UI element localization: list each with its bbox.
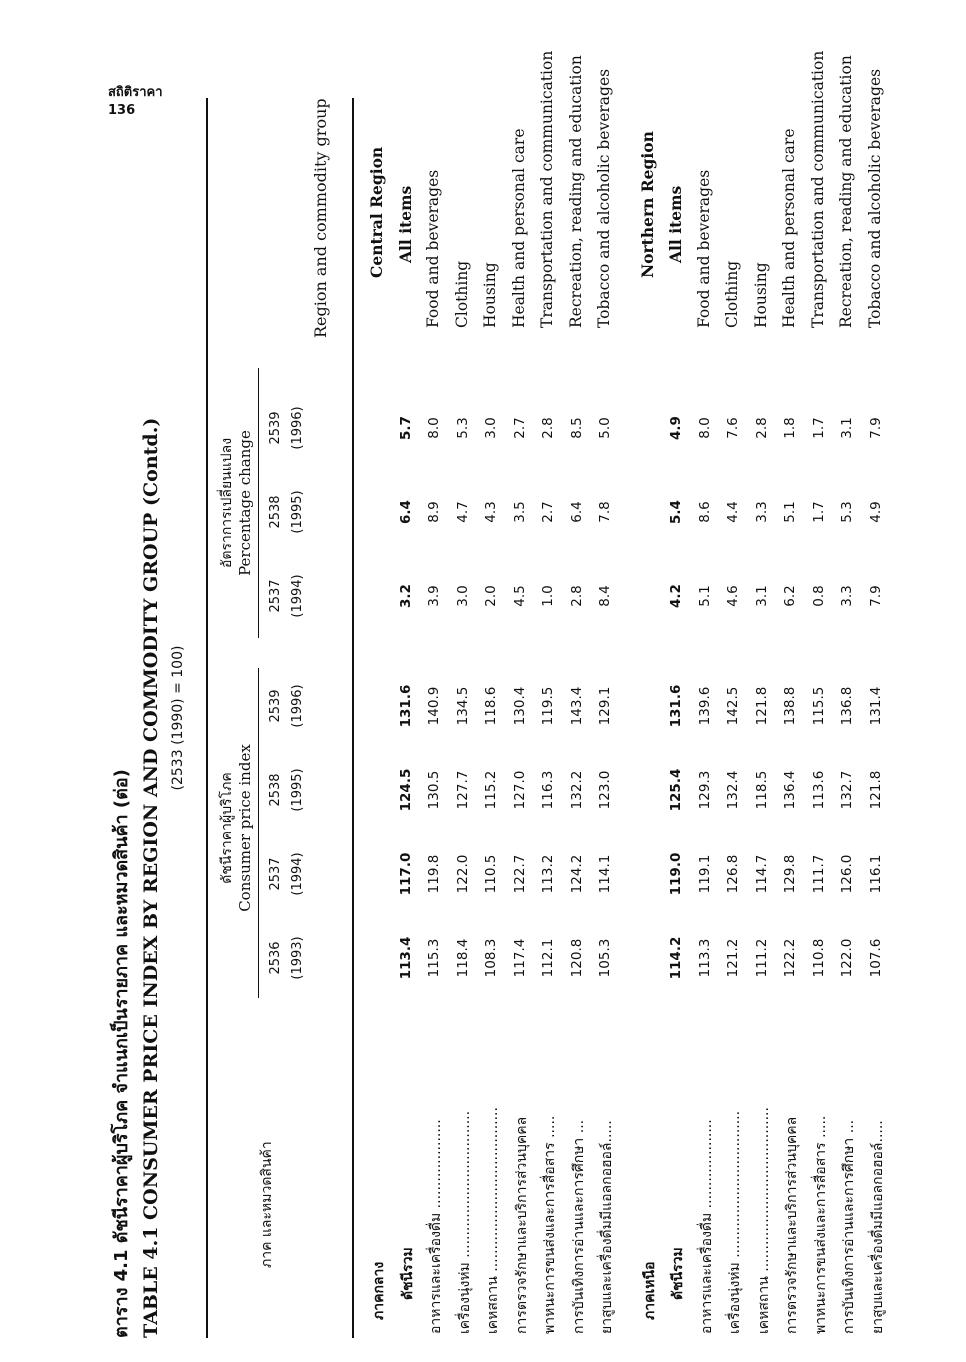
pct-year-2: 2538 xyxy=(268,495,283,529)
header-bottom-rule xyxy=(352,98,354,1338)
pct-value: 8.0 xyxy=(696,417,713,439)
cpi-value: 131.6 xyxy=(668,684,684,728)
cpi-value: 119.1 xyxy=(696,854,713,894)
page-header-title: สถิติราคา xyxy=(108,85,163,100)
cpi-value: 143.4 xyxy=(568,686,585,726)
cpi-value: 123.0 xyxy=(597,770,613,810)
cpi-value: 110.8 xyxy=(810,938,827,978)
pct-value: 3.1 xyxy=(839,417,855,439)
cpi-value: 124.2 xyxy=(568,854,585,894)
table-row xyxy=(663,98,691,1338)
cpi-value: 117.0 xyxy=(397,852,414,896)
cpi-value: 117.4 xyxy=(511,938,528,978)
cpi-value: 132.4 xyxy=(725,770,741,810)
pct-value: 5.0 xyxy=(597,417,613,439)
cpi-value: 127.0 xyxy=(511,770,528,810)
row-label-en: Tobacco and alcoholic beverages xyxy=(865,68,884,328)
row-label-en: Clothing xyxy=(723,260,741,328)
cpi-year-1-ce: (1993) xyxy=(290,936,305,980)
cpi-value: 130.4 xyxy=(511,686,528,726)
cpi-header-rule xyxy=(258,668,259,998)
pct-value: 2.0 xyxy=(483,585,499,607)
cpi-year-4: 2539 xyxy=(268,689,283,723)
cpi-value: 113.6 xyxy=(810,770,827,810)
pct-value: 8.4 xyxy=(597,585,613,607)
pct-header-th: อัตราการเปลี่ยนแปลง xyxy=(219,437,235,569)
cpi-value: 113.2 xyxy=(540,854,556,894)
pct-value: 3.2 xyxy=(397,584,414,608)
cpi-value: 122.7 xyxy=(511,854,528,894)
row-label-en: All items xyxy=(666,185,685,263)
cpi-value: 112.1 xyxy=(540,938,556,978)
pct-value: 4.3 xyxy=(483,501,499,523)
cpi-value: 115.5 xyxy=(810,686,827,726)
cpi-value: 125.4 xyxy=(668,768,684,812)
pct-value: 2.8 xyxy=(753,417,770,439)
table-row xyxy=(692,98,720,1338)
cpi-value: 127.7 xyxy=(454,770,471,810)
table-row xyxy=(535,50,563,1338)
row-label-th: เคหสถาน ..................................... xyxy=(755,1107,772,1334)
pct-value: 8.5 xyxy=(568,417,585,439)
table-row xyxy=(564,55,592,1338)
cpi-value: 132.7 xyxy=(839,770,855,810)
cpi-value: 121.2 xyxy=(725,938,741,978)
table-row xyxy=(507,98,535,1338)
pct-value: 3.0 xyxy=(454,585,471,607)
pct-year-1-ce: (1994) xyxy=(290,574,305,618)
pct-value: 6.4 xyxy=(568,501,585,523)
row-label-en: Housing xyxy=(481,262,499,328)
pct-header-rule xyxy=(258,368,259,638)
pct-value: 6.4 xyxy=(397,500,414,524)
header-region-th: ภาค และหมวดสินค้า xyxy=(259,1141,275,1268)
pct-value: 4.4 xyxy=(725,501,741,523)
pct-value: 8.0 xyxy=(426,417,442,439)
cpi-value: 129.3 xyxy=(696,770,713,810)
top-rule xyxy=(206,98,208,1338)
cpi-value: 114.7 xyxy=(753,854,770,894)
row-label-th: อาหารและเครื่องดื่ม .................... xyxy=(428,1119,444,1334)
row-label-en: Transportation and communication xyxy=(538,50,556,328)
cpi-year-2-ce: (1994) xyxy=(290,852,305,896)
pct-value: 4.2 xyxy=(668,584,684,608)
pct-value: 4.6 xyxy=(725,585,741,607)
row-label-en: Health and personal care xyxy=(780,128,798,328)
table-row xyxy=(834,55,862,1338)
table-row xyxy=(450,98,478,1338)
pct-value: 1.7 xyxy=(810,417,827,439)
row-label-en: All items xyxy=(395,185,415,263)
row-label-th: พาหนะการขนส่งและการสื่อสาร ..... xyxy=(812,1115,829,1334)
pct-value: 2.8 xyxy=(568,585,585,607)
cpi-value: 121.8 xyxy=(753,686,770,726)
cpi-value: 118.4 xyxy=(454,938,471,978)
pct-value: 1.8 xyxy=(782,417,798,439)
pct-value: 3.9 xyxy=(426,585,442,607)
pct-year-1: 2537 xyxy=(268,579,283,613)
cpi-year-1: 2536 xyxy=(268,941,283,975)
table-row xyxy=(421,98,449,1338)
pct-value: 3.1 xyxy=(753,585,770,607)
cpi-value: 110.5 xyxy=(483,854,499,894)
pct-value: 3.3 xyxy=(753,501,770,523)
cpi-value: 114.2 xyxy=(668,936,684,980)
row-label-en: Food and beverages xyxy=(694,169,713,328)
region-name-en: Central Region xyxy=(367,146,386,278)
cpi-value: 132.2 xyxy=(568,770,585,810)
cpi-value: 115.3 xyxy=(426,938,442,978)
pct-value: 6.2 xyxy=(782,585,798,607)
table-row xyxy=(863,68,891,1338)
row-label-th: เครื่องนุ่งห่ม ................................. xyxy=(456,1110,473,1334)
row-label-th: ยาสูบและเครื่องดื่มมีแอลกอฮอล์..... xyxy=(599,1120,615,1334)
row-label-en: Transportation and communication xyxy=(808,50,827,328)
cpi-value: 129.8 xyxy=(782,854,798,894)
cpi-value: 130.5 xyxy=(426,770,442,810)
cpi-value: 134.5 xyxy=(454,686,471,726)
pct-value: 5.4 xyxy=(668,500,684,524)
table-row xyxy=(478,98,506,1338)
pct-value: 5.3 xyxy=(839,501,855,523)
row-label-th: ยาสูบและเครื่องดื่มมีแอลกอฮอล์..... xyxy=(869,1120,886,1334)
cpi-value: 138.8 xyxy=(782,686,798,726)
cpi-value: 111.7 xyxy=(810,854,827,894)
cpi-value: 113.4 xyxy=(397,936,414,980)
cpi-value: 140.9 xyxy=(426,686,442,726)
row-label-en: Recreation, reading and education xyxy=(566,55,585,328)
cpi-header-th: ดัชนีราคาผู้บริโภค xyxy=(219,772,235,884)
page-number: 136 xyxy=(108,103,136,118)
cpi-value: 116.3 xyxy=(540,770,556,810)
table-base-year: (2533 (1990) = 100) xyxy=(170,645,186,791)
table-row xyxy=(777,98,805,1338)
pct-value: 3.5 xyxy=(511,501,528,523)
cpi-year-4-ce: (1996) xyxy=(290,684,305,728)
row-label-th: เครื่องนุ่งห่ม ................................. xyxy=(727,1110,743,1334)
row-label-en: Recreation, reading and education xyxy=(837,55,855,328)
table-row xyxy=(749,98,777,1338)
table-row xyxy=(806,50,834,1338)
cpi-value: 108.3 xyxy=(483,938,499,978)
cpi-value: 142.5 xyxy=(725,686,741,726)
cpi-value: 122.0 xyxy=(454,854,471,894)
header-region-en: Region and commodity group xyxy=(311,98,330,338)
cpi-header-en: Consumer price index xyxy=(236,744,254,912)
row-label-en: Health and personal care xyxy=(509,128,528,328)
region-name-en: Northern Region xyxy=(637,131,657,278)
cpi-value: 105.3 xyxy=(597,938,613,978)
pct-value: 2.7 xyxy=(540,501,556,523)
row-label-en: Housing xyxy=(751,262,770,328)
row-label-th: การบันเทิงการอ่านและการศึกษา ... xyxy=(570,1119,587,1334)
row-label-en: Clothing xyxy=(452,260,471,328)
pct-value: 4.7 xyxy=(454,501,471,523)
cpi-value: 119.5 xyxy=(540,686,556,726)
row-label-th: เคหสถาน ..................................... xyxy=(485,1107,501,1334)
pct-value: 2.8 xyxy=(540,417,556,439)
cpi-value: 114.1 xyxy=(597,854,613,894)
pct-value: 1.0 xyxy=(540,585,556,607)
cpi-value: 116.1 xyxy=(867,854,884,894)
row-label-th: การตรวจรักษาและบริการส่วนบุคคล xyxy=(784,1116,800,1334)
table-row xyxy=(592,68,620,1338)
row-label-en: Tobacco and alcoholic beverages xyxy=(595,68,613,328)
pct-year-3-ce: (1996) xyxy=(290,406,305,450)
pct-value: 7.9 xyxy=(867,417,884,439)
cpi-value: 111.2 xyxy=(753,938,770,978)
cpi-value: 118.5 xyxy=(753,770,770,810)
cpi-value: 126.8 xyxy=(725,854,741,894)
cpi-value: 139.6 xyxy=(696,686,713,726)
cpi-value: 136.8 xyxy=(839,686,855,726)
cpi-value: 121.8 xyxy=(867,770,884,810)
row-label-en: Food and beverages xyxy=(424,169,442,328)
cpi-value: 107.6 xyxy=(867,938,884,978)
row-label-th: อาหารและเครื่องดื่ม .................... xyxy=(698,1119,715,1334)
region-heading xyxy=(364,98,392,1338)
cpi-value: 131.6 xyxy=(397,684,414,728)
cpi-value: 119.0 xyxy=(668,852,684,896)
cpi-value: 119.8 xyxy=(426,854,442,894)
pct-header-en: Percentage change xyxy=(236,430,254,576)
cpi-year-3: 2538 xyxy=(268,773,283,807)
table-row xyxy=(393,98,421,1338)
pct-value: 3.0 xyxy=(483,417,499,439)
cpi-value: 131.4 xyxy=(867,686,884,726)
pct-value: 4.9 xyxy=(867,501,884,523)
pct-value: 7.8 xyxy=(597,501,613,523)
cpi-year-3-ce: (1995) xyxy=(290,768,305,812)
cpi-value: 124.5 xyxy=(397,768,414,812)
region-name-th: ภาคกลาง xyxy=(371,1261,387,1320)
table-row xyxy=(720,98,748,1338)
region-name-th: ภาคเหนือ xyxy=(641,1261,658,1320)
pct-value: 3.3 xyxy=(839,585,855,607)
table-title-th: ตาราง 4.1 ดัชนีราคาผู้บริโภค จำแนกเป็นรายภาค และหมวดสินค้า (ต่อ) xyxy=(111,769,132,1338)
cpi-value: 129.1 xyxy=(597,686,613,726)
region-heading xyxy=(635,98,663,1338)
pct-value: 4.5 xyxy=(511,585,528,607)
pct-year-2-ce: (1995) xyxy=(290,490,305,534)
pct-value: 1.7 xyxy=(810,501,827,523)
cpi-value: 118.6 xyxy=(483,686,499,726)
cpi-value: 120.8 xyxy=(568,938,585,978)
pct-value: 8.9 xyxy=(426,501,442,523)
pct-value: 4.9 xyxy=(668,416,684,440)
cpi-value: 115.2 xyxy=(483,770,499,810)
row-label-th: พาหนะการขนส่งและการสื่อสาร ..... xyxy=(542,1115,558,1334)
cpi-value: 136.4 xyxy=(782,770,798,810)
cpi-value: 113.3 xyxy=(696,938,713,978)
pct-value: 5.1 xyxy=(782,501,798,523)
pct-value: 5.1 xyxy=(696,585,713,607)
pct-value: 5.3 xyxy=(454,417,471,439)
table-title-en: TABLE 4.1 CONSUMER PRICE INDEX BY REGION AND COMMODITY GROUP (Contd.) xyxy=(140,417,162,1338)
cpi-value: 122.0 xyxy=(839,938,855,978)
row-label-th: ดัชนีรวม xyxy=(399,1247,416,1300)
row-label-th: ดัชนีรวม xyxy=(670,1247,686,1300)
pct-value: 2.7 xyxy=(511,417,528,439)
pct-value: 0.8 xyxy=(810,585,827,607)
pct-value: 8.6 xyxy=(696,501,713,523)
cpi-value: 126.0 xyxy=(839,854,855,894)
cpi-value: 122.2 xyxy=(782,938,798,978)
cpi-year-2: 2537 xyxy=(268,857,283,891)
pct-value: 7.6 xyxy=(725,417,741,439)
pct-value: 5.7 xyxy=(397,416,414,440)
pct-year-3: 2539 xyxy=(268,411,283,445)
pct-value: 7.9 xyxy=(867,585,884,607)
row-label-th: การบันเทิงการอ่านและการศึกษา ... xyxy=(841,1119,857,1334)
row-label-th: การตรวจรักษาและบริการส่วนบุคคล xyxy=(513,1116,530,1334)
